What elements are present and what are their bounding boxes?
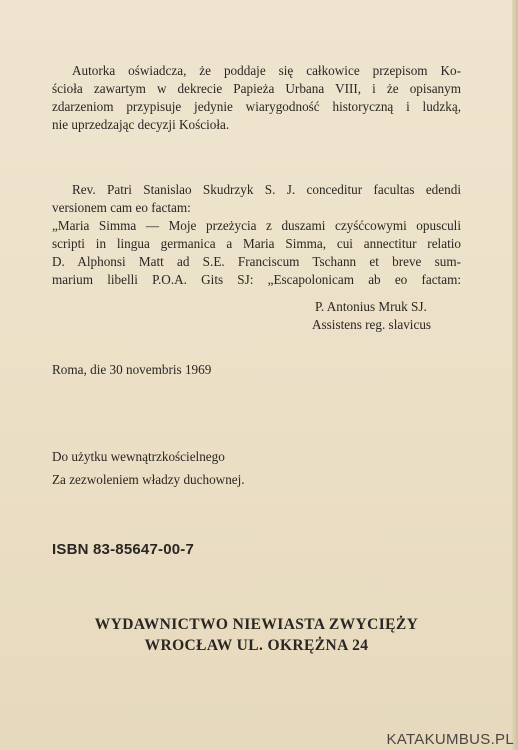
publisher-address: WROCŁAW UL. OKRĘŻNA 24 [144, 637, 369, 654]
signature-role: Assistens reg. slavicus [312, 317, 432, 332]
publisher-name: WYDAWNICTWO NIEWIASTA ZWYCIĘŻY [94, 616, 419, 633]
page-edge [512, 0, 518, 750]
author-declaration [52, 62, 461, 134]
declaration-line: ścioła zawartym w dekrecie Papieża Urbana VIII, i że opisanym [52, 81, 461, 96]
imprimatur-paragraph [52, 181, 461, 289]
permission-line: Rev. Patri Stanislao Skudrzyk S. J. conceditur facultas edendi [72, 182, 461, 197]
publisher-block [52, 614, 461, 656]
permission-line: scripti in lingua germanica a Maria Simma, cui annectitur relatio [52, 236, 461, 251]
usage-line-1: Do użytku wewnątrzkościelnego [52, 449, 225, 464]
declaration-line: nie uprzedzając decyzji Kościoła. [52, 117, 230, 132]
place-date: Roma, die 30 novembris 1969 [52, 362, 212, 377]
site-watermark: KATAKUMBUS.PL [386, 731, 514, 748]
permission-line: D. Alphonsi Matt ad S.E. Franciscum Tschann et breve sum- [52, 254, 461, 269]
usage-line-2: Za zezwoleniem władzy duchownej. [52, 472, 245, 487]
permission-line: „Maria Simma — Moje przeżycia z duszami czyśćcowymi opusculi [52, 218, 461, 233]
church-usage-note [52, 445, 245, 491]
isbn-number: ISBN 83-85647-00-7 [52, 541, 195, 558]
signature-name: P. Antonius Mruk SJ. [315, 299, 427, 314]
permission-line: versionem cam eo factam: [52, 200, 191, 215]
declaration-line: Autorka oświadcza, że poddaje się całkowice przepisom Ko- [72, 63, 461, 78]
permission-line: marium libelli P.O.A. Gits SJ: „Escapolonicam ab eo factam: [52, 272, 461, 287]
signature-block [312, 298, 431, 334]
declaration-line: zdarzeniom przypisuje jedynie wiarygodność historyczną i ludzką, [52, 99, 461, 114]
